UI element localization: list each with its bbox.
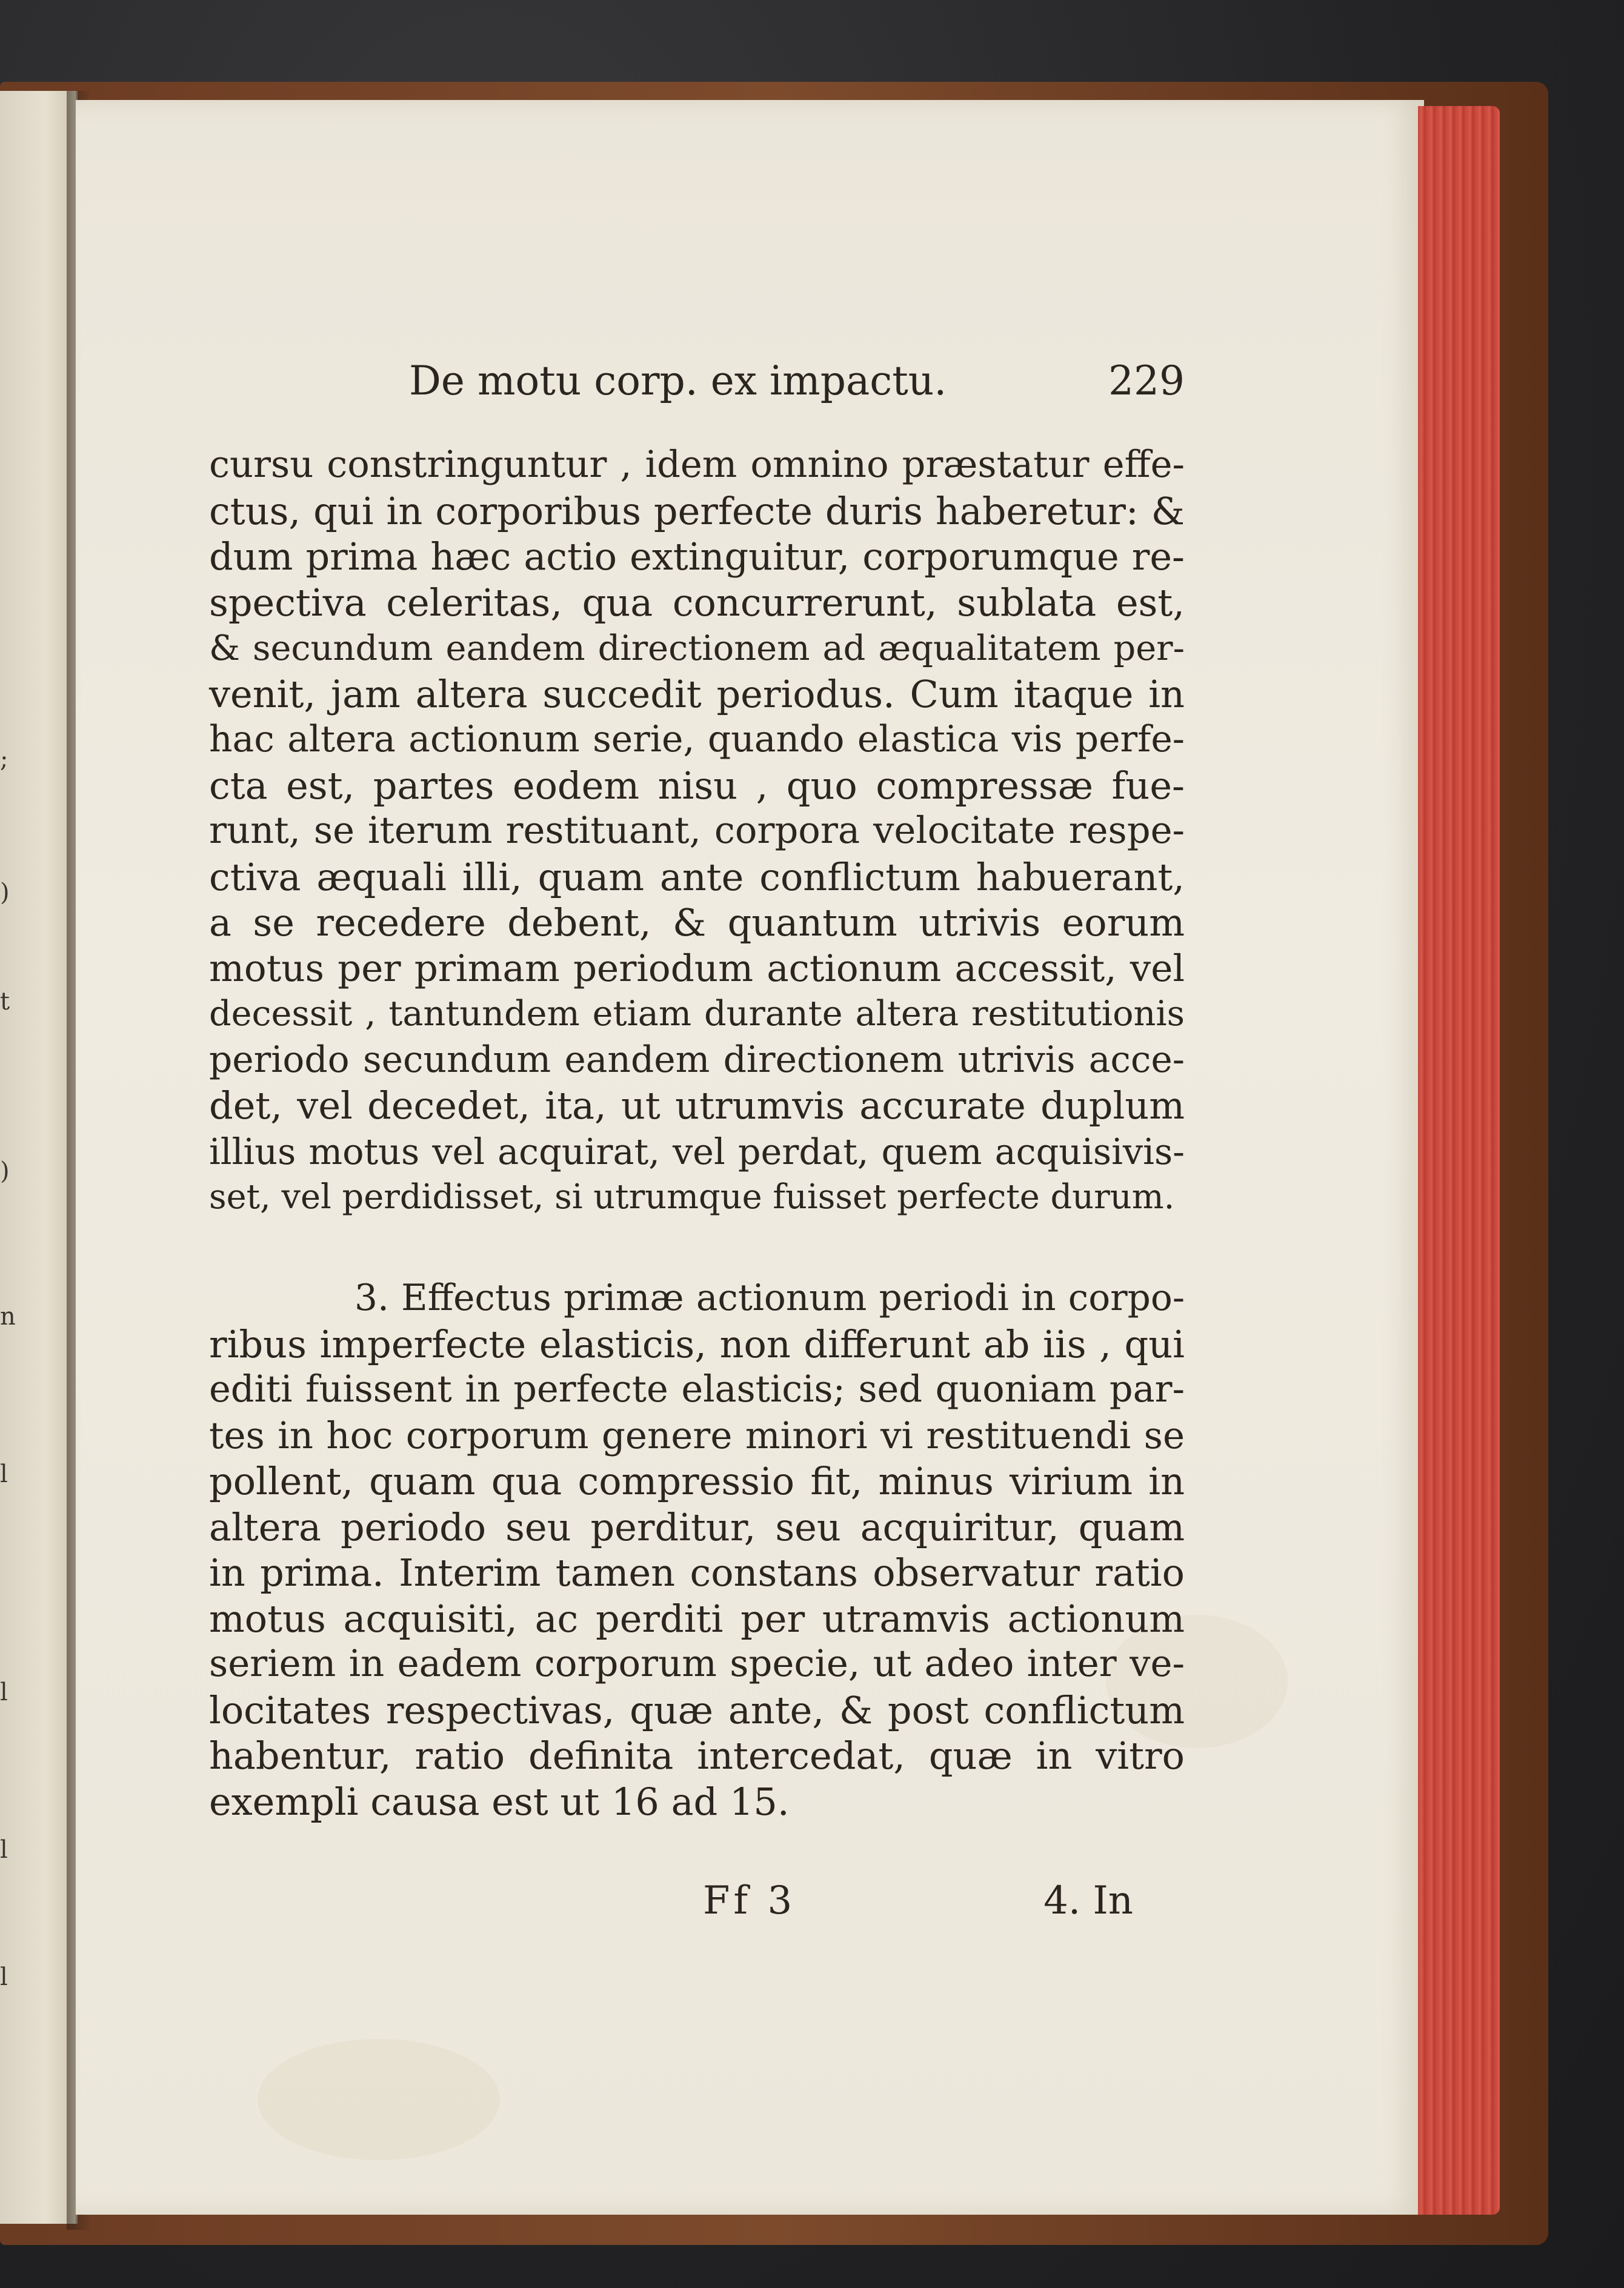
running-head: [409, 358, 1185, 412]
text-line: motus acquisiti, ac perditi per utramvis actionum: [209, 1596, 1185, 1641]
text-line: seriem in eadem corporum specie, ut adeo inter ve-: [209, 1643, 1185, 1685]
text-line: illius motus vel acquirat, vel perdat, quem acquisivis-: [209, 1130, 1185, 1172]
paragraph-1: [209, 442, 1185, 1220]
text-line: det, vel decedet, ita, ut utrumvis accurate duplum: [209, 1083, 1185, 1128]
text-line: spectiva celeritas, qua concurrerunt, sublata est,: [209, 580, 1185, 625]
text-line: locitates respectivas, quæ ante, & post conflictum: [209, 1688, 1185, 1732]
left-page-margin-marks: ; ) t ) n l l l l: [0, 745, 16, 1991]
text-line: venit, jam altera succedit periodus. Cum itaque in: [209, 671, 1185, 716]
text-line: motus per primam periodum actionum accessit, vel: [209, 946, 1185, 990]
text-line: 3. Effectus primæ actionum periodi in corpo-: [354, 1277, 1185, 1319]
text-line: editi fuissent in perfecte elasticis; sed quoniam par-: [209, 1368, 1185, 1411]
text-line: hac altera actionum serie, quando elastica vis perfe-: [209, 718, 1185, 760]
red-fore-edge: [1418, 106, 1500, 2215]
paper-stain: [258, 2039, 500, 2160]
text-line: cursu constringuntur , idem omnino præstatur effe-: [209, 444, 1185, 486]
paragraph-2: [209, 1275, 1185, 1824]
text-line: runt, se iterum restituant, corpora velocitate respe-: [209, 810, 1185, 852]
text-line: cta est, partes eodem nisu , quo compressæ fue-: [209, 763, 1185, 808]
page-footer: [703, 1878, 1133, 1933]
text-line: ribus imperfecte elasticis, non differunt ab iis , qui: [209, 1322, 1185, 1366]
text-line: pollent, quam qua compressio fit, minus virium in: [209, 1459, 1185, 1503]
text-line: periodo secundum eandem directionem utrivis acce-: [209, 1038, 1185, 1081]
text-line: dum prima hæc actio extinguitur, corporumque re-: [209, 534, 1185, 579]
text-line: & secundum eandem directionem ad æqualitatem per-: [209, 628, 1185, 668]
text-line: altera periodo seu perditur, seu acquiritur, quam: [209, 1505, 1185, 1549]
text-line: a se recedere debent, & quantum utrivis eorum: [209, 900, 1185, 945]
running-head-title: De motu corp. ex impactu.: [409, 358, 947, 404]
text-line: set, vel perdidisset, si utrumque fuisset perfecte durum.: [209, 1177, 1175, 1217]
text-line: decessit , tantundem etiam durante altera restitutionis: [209, 994, 1185, 1034]
text-line: ctiva æquali illi, quam ante conflictum habuerant,: [209, 854, 1185, 899]
signature-mark: Ff 3: [703, 1878, 796, 1923]
text-line: tes in hoc corporum genere minori vi restituendi se: [209, 1414, 1185, 1457]
text-line: exempli causa est ut 16 ad 15.: [209, 1779, 790, 1824]
text-line: in prima. Interim tamen constans observatur ratio: [209, 1551, 1185, 1595]
text-line: habentur, ratio definita intercedat, quæ in vitro: [209, 1734, 1185, 1778]
page-number: 229: [1108, 358, 1185, 404]
text-line: ctus, qui in corporibus perfecte duris haberetur: &: [209, 488, 1185, 533]
catchword: 4. In: [1043, 1878, 1133, 1923]
